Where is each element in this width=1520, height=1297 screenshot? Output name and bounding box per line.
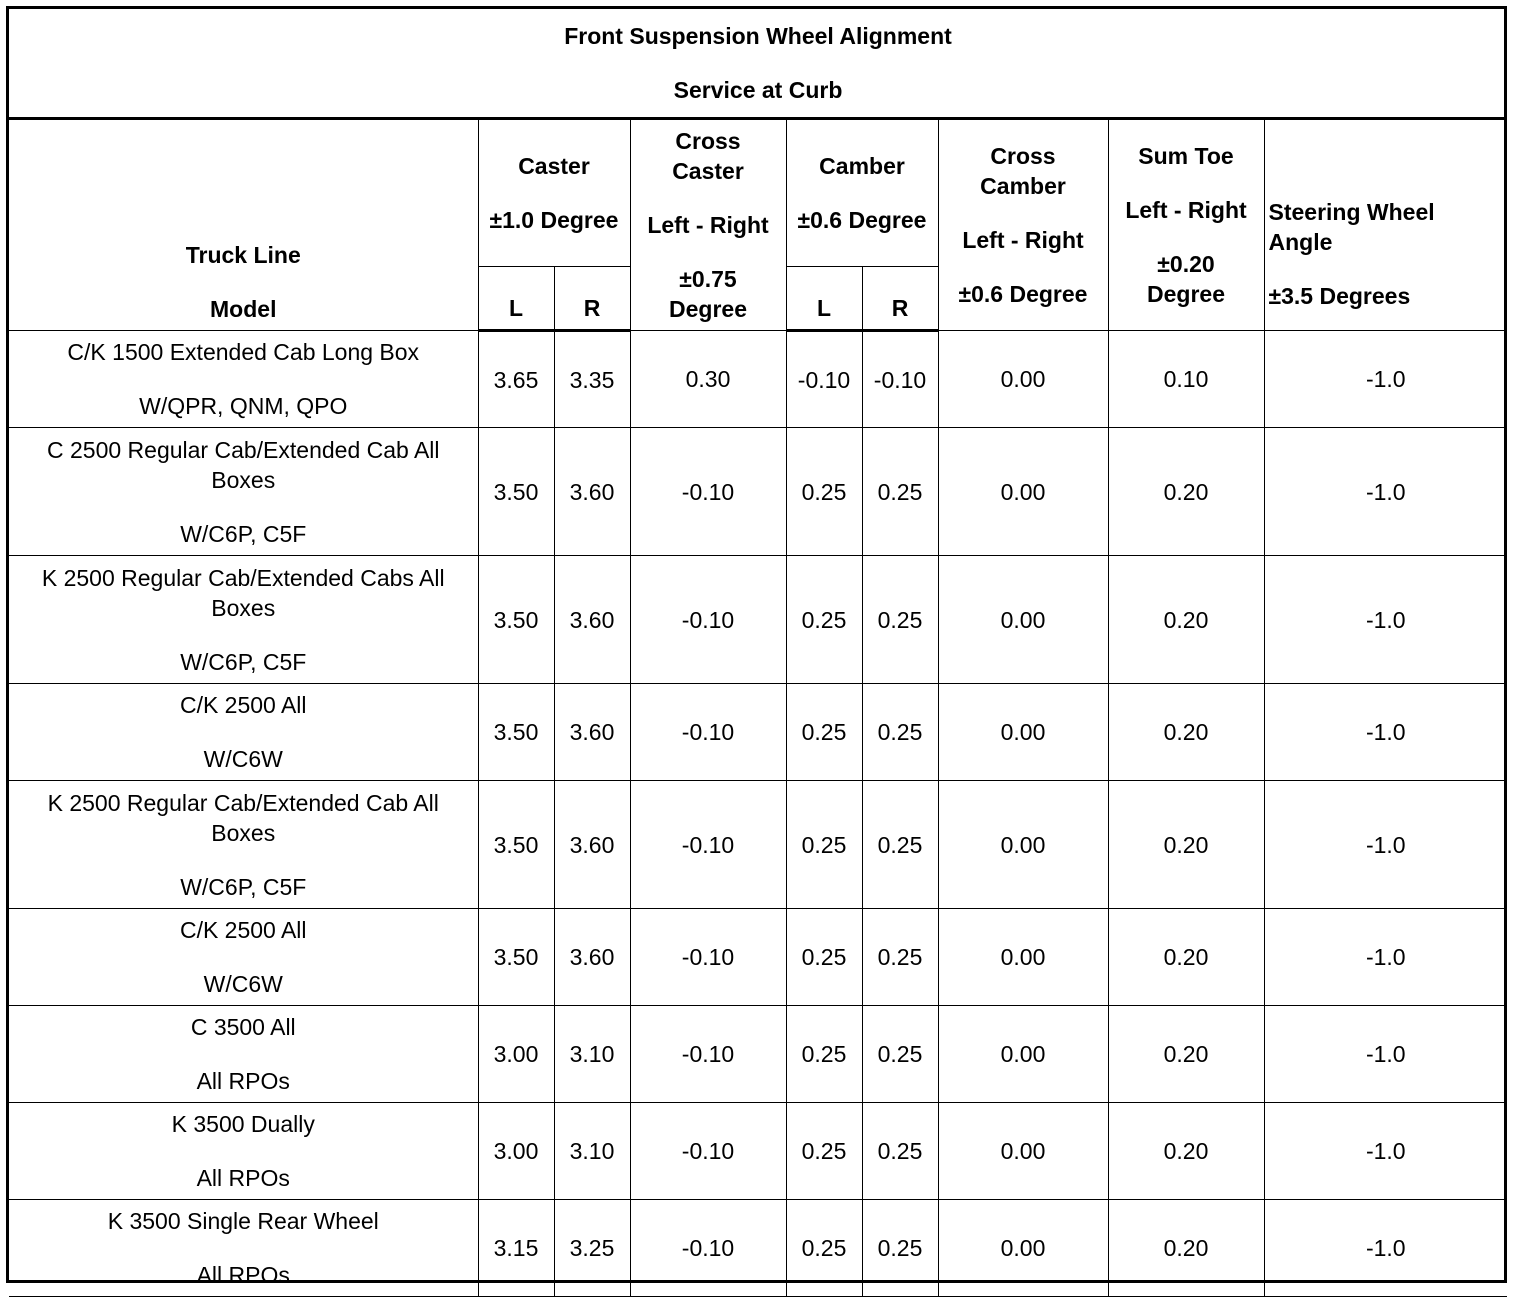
model-line-2: W/C6P, C5F xyxy=(180,648,307,675)
caster-r-cell: 3.35 xyxy=(554,331,630,428)
model-line-1: C/K 2500 All xyxy=(179,917,307,943)
cross-caster-cell: -0.10 xyxy=(630,1200,786,1297)
caster-l-cell: 3.65 xyxy=(478,331,554,428)
header-steering-wheel xyxy=(1264,119,1507,331)
header-camber-r: R xyxy=(862,267,938,331)
model-line-1: K 3500 Single Rear Wheel xyxy=(107,1208,379,1234)
caster-l-cell: 3.50 xyxy=(478,684,554,781)
header-caster-l: L xyxy=(478,267,554,331)
model-cell xyxy=(9,428,478,556)
caster-l-cell: 3.50 xyxy=(478,556,554,684)
caster-r-cell: 3.60 xyxy=(554,684,630,781)
model-line-2: All RPOs xyxy=(196,1262,290,1288)
header-camber-text: Camber xyxy=(819,153,905,179)
caster-r-cell: 3.10 xyxy=(554,1006,630,1103)
table-row xyxy=(9,331,1507,428)
model-line-1b: Boxes xyxy=(211,466,276,493)
model-line-2: All RPOs xyxy=(196,1165,290,1191)
camber-r-cell: 0.25 xyxy=(862,1200,938,1297)
model-line-1: C 2500 Regular Cab/Extended Cab All xyxy=(46,436,440,463)
cross-caster-cell: 0.30 xyxy=(630,331,786,428)
camber-l-cell: 0.25 xyxy=(786,556,862,684)
caster-r-cell: 3.25 xyxy=(554,1200,630,1297)
steering-cell: -1.0 xyxy=(1264,331,1507,428)
caster-l-cell: 3.50 xyxy=(478,428,554,556)
header-cross-camber-tol: ±0.6 Degree xyxy=(958,281,1088,307)
caster-l-cell: 3.50 xyxy=(478,909,554,1006)
caster-l-cell: 3.00 xyxy=(478,1006,554,1103)
model-line-1: C 3500 All xyxy=(190,1014,296,1040)
header-steering-2: Angle xyxy=(1268,229,1333,255)
caster-l-cell: 3.50 xyxy=(478,781,554,909)
camber-l-cell: 0.25 xyxy=(786,1200,862,1297)
steering-cell: -1.0 xyxy=(1264,428,1507,556)
steering-cell: -1.0 xyxy=(1264,556,1507,684)
camber-l-cell: 0.25 xyxy=(786,1103,862,1200)
header-cross-caster-tol-1: ±0.75 xyxy=(679,266,737,292)
camber-r-cell: 0.25 xyxy=(862,428,938,556)
cross-caster-cell: -0.10 xyxy=(630,684,786,781)
model-cell xyxy=(9,781,478,909)
header-caster xyxy=(478,119,630,267)
header-sum-toe-tol-2: Degree xyxy=(1147,281,1225,307)
steering-cell: -1.0 xyxy=(1264,1006,1507,1103)
model-line-2: W/C6P, C5F xyxy=(180,873,307,900)
model-line-1: C/K 2500 All xyxy=(179,692,307,718)
caster-r-cell: 3.60 xyxy=(554,909,630,1006)
header-caster-tol: ±1.0 Degree xyxy=(489,207,619,233)
caster-l-cell: 3.15 xyxy=(478,1200,554,1297)
camber-l-cell: 0.25 xyxy=(786,781,862,909)
cross-camber-cell: 0.00 xyxy=(938,331,1108,428)
cross-camber-cell: 0.00 xyxy=(938,684,1108,781)
cross-camber-cell: 0.00 xyxy=(938,556,1108,684)
caster-r-cell: 3.60 xyxy=(554,781,630,909)
table-row xyxy=(9,428,1507,556)
header-sum-toe-lr: Left - Right xyxy=(1125,197,1247,223)
cross-camber-cell: 0.00 xyxy=(938,781,1108,909)
header-cross-camber xyxy=(938,119,1108,331)
cross-caster-cell: -0.10 xyxy=(630,909,786,1006)
caster-r-cell: 3.10 xyxy=(554,1103,630,1200)
camber-l-cell: -0.10 xyxy=(786,331,862,428)
cross-camber-cell: 0.00 xyxy=(938,1200,1108,1297)
cross-camber-cell: 0.00 xyxy=(938,1006,1108,1103)
model-line-1: K 2500 Regular Cab/Extended Cabs All xyxy=(41,564,445,591)
steering-cell: -1.0 xyxy=(1264,781,1507,909)
model-cell xyxy=(9,1006,478,1103)
cross-camber-cell: 0.00 xyxy=(938,909,1108,1006)
table-title xyxy=(9,9,1507,119)
cross-caster-cell: -0.10 xyxy=(630,428,786,556)
table-row xyxy=(9,909,1507,1006)
camber-l-cell: 0.25 xyxy=(786,909,862,1006)
header-camber-tol: ±0.6 Degree xyxy=(797,207,927,233)
camber-l-cell: 0.25 xyxy=(786,428,862,556)
steering-cell: -1.0 xyxy=(1264,684,1507,781)
alignment-table-frame xyxy=(6,6,1507,1288)
table-row xyxy=(9,1103,1507,1200)
table-row xyxy=(9,556,1507,684)
header-steering-1: Steering Wheel xyxy=(1268,199,1435,225)
header-steering-tol: ±3.5 Degrees xyxy=(1268,283,1411,309)
model-line-2: W/C6W xyxy=(203,746,283,772)
title-line-2: Service at Curb xyxy=(673,77,843,103)
sum-toe-cell: 0.20 xyxy=(1108,428,1264,556)
cross-camber-cell: 0.00 xyxy=(938,428,1108,556)
model-line-1: C/K 1500 Extended Cab Long Box xyxy=(67,339,420,365)
sum-toe-cell: 0.20 xyxy=(1108,556,1264,684)
model-line-1: K 2500 Regular Cab/Extended Cab All xyxy=(47,789,439,816)
camber-r-cell: 0.25 xyxy=(862,909,938,1006)
model-line-2: All RPOs xyxy=(196,1068,290,1094)
camber-l-cell: 0.25 xyxy=(786,1006,862,1103)
caster-l-cell: 3.00 xyxy=(478,1103,554,1200)
title-line-1: Front Suspension Wheel Alignment xyxy=(564,23,952,49)
header-caster-r: R xyxy=(554,267,630,331)
cross-camber-cell: 0.00 xyxy=(938,1103,1108,1200)
model-cell xyxy=(9,684,478,781)
header-cross-camber-2: Camber xyxy=(980,173,1066,199)
model-line-1: K 3500 Dually xyxy=(171,1111,315,1137)
cross-caster-cell: -0.10 xyxy=(630,1103,786,1200)
camber-r-cell: 0.25 xyxy=(862,1103,938,1200)
model-cell xyxy=(9,1103,478,1200)
steering-cell: -1.0 xyxy=(1264,1200,1507,1297)
table-row xyxy=(9,1200,1507,1297)
steering-cell: -1.0 xyxy=(1264,909,1507,1006)
camber-r-cell: 0.25 xyxy=(862,1006,938,1103)
model-cell xyxy=(9,909,478,1006)
model-cell xyxy=(9,556,478,684)
sum-toe-cell: 0.20 xyxy=(1108,1200,1264,1297)
steering-cell: -1.0 xyxy=(1264,1103,1507,1200)
sum-toe-cell: 0.20 xyxy=(1108,909,1264,1006)
camber-r-cell: 0.25 xyxy=(862,781,938,909)
header-cross-camber-lr: Left - Right xyxy=(962,227,1084,253)
camber-r-cell: 0.25 xyxy=(862,556,938,684)
sum-toe-cell: 0.20 xyxy=(1108,684,1264,781)
header-cross-caster-lr: Left - Right xyxy=(647,212,769,238)
sum-toe-cell: 0.10 xyxy=(1108,331,1264,428)
caster-r-cell: 3.60 xyxy=(554,428,630,556)
model-line-2: W/QPR, QNM, QPO xyxy=(139,393,348,419)
table-row xyxy=(9,684,1507,781)
header-sum-toe xyxy=(1108,119,1264,331)
header-caster-text: Caster xyxy=(518,153,590,179)
header-model-text: Model xyxy=(210,296,277,322)
model-line-2: W/C6W xyxy=(203,971,283,997)
header-cross-camber-1: Cross xyxy=(990,143,1056,169)
cross-caster-cell: -0.10 xyxy=(630,556,786,684)
model-line-1b: Boxes xyxy=(211,594,276,621)
header-sum-toe-tol-1: ±0.20 xyxy=(1157,251,1215,277)
model-cell xyxy=(9,331,478,428)
alignment-spec-table xyxy=(9,9,1507,1297)
header-cross-caster-1: Cross xyxy=(675,128,741,154)
model-cell xyxy=(9,1200,478,1297)
sum-toe-cell: 0.20 xyxy=(1108,1006,1264,1103)
camber-r-cell: -0.10 xyxy=(862,331,938,428)
cross-caster-cell: -0.10 xyxy=(630,1006,786,1103)
table-row xyxy=(9,781,1507,909)
header-sum-toe-text: Sum Toe xyxy=(1138,143,1234,169)
header-truck-line xyxy=(9,119,478,331)
header-cross-caster-tol-2: Degree xyxy=(669,296,747,322)
sum-toe-cell: 0.20 xyxy=(1108,781,1264,909)
table-row xyxy=(9,1006,1507,1103)
model-line-2: W/C6P, C5F xyxy=(180,520,307,547)
header-truck-line-text: Truck Line xyxy=(185,242,301,268)
header-camber-l: L xyxy=(786,267,862,331)
caster-r-cell: 3.60 xyxy=(554,556,630,684)
camber-l-cell: 0.25 xyxy=(786,684,862,781)
sum-toe-cell: 0.20 xyxy=(1108,1103,1264,1200)
header-camber xyxy=(786,119,938,267)
header-cross-caster-2: Caster xyxy=(672,158,744,184)
camber-r-cell: 0.25 xyxy=(862,684,938,781)
model-line-1b: Boxes xyxy=(211,819,276,846)
cross-caster-cell: -0.10 xyxy=(630,781,786,909)
header-cross-caster xyxy=(630,119,786,331)
